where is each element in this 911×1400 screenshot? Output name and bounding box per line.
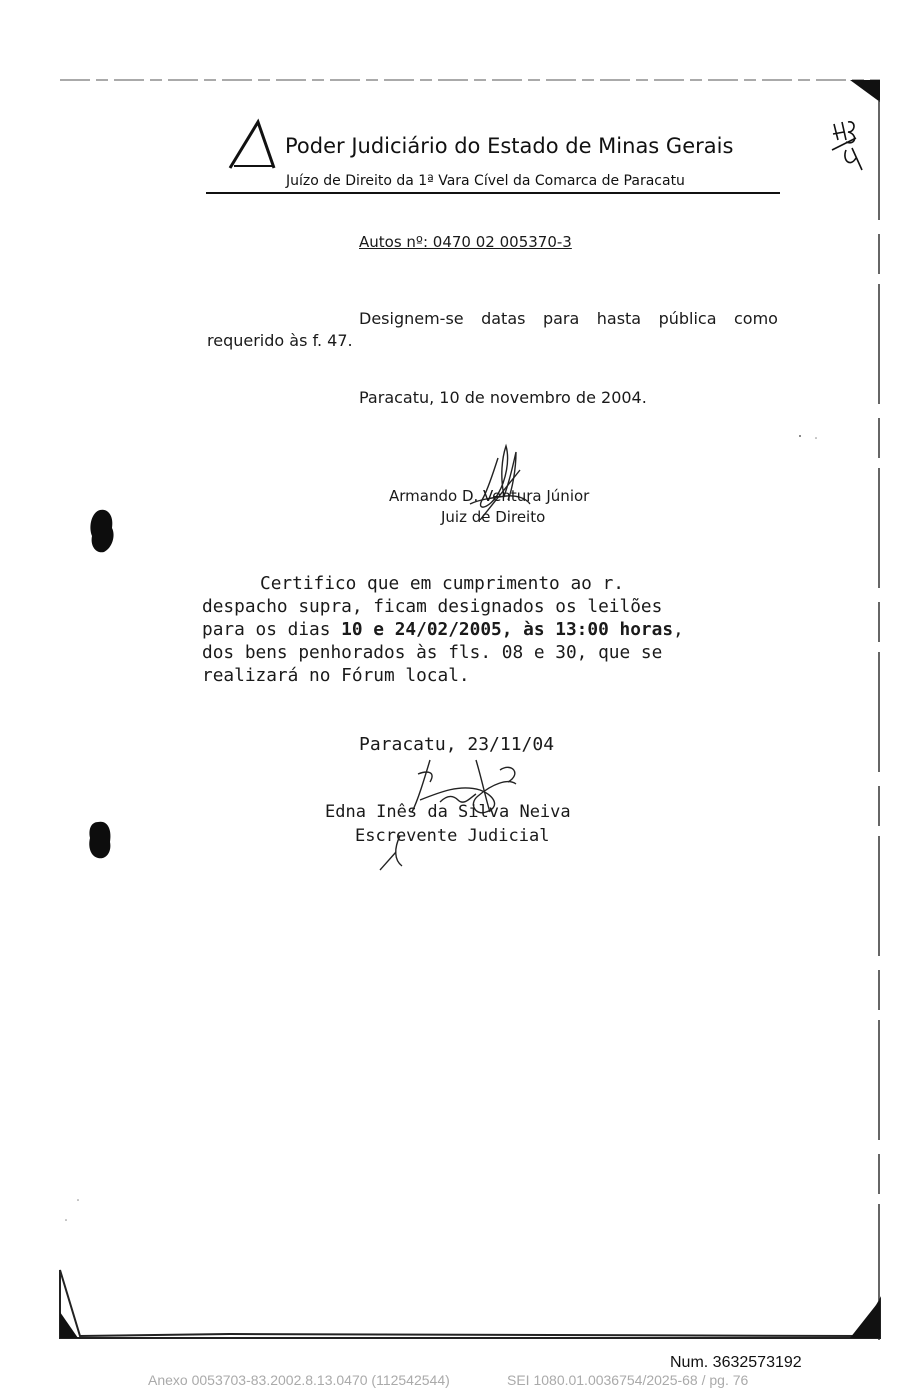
certificate-date: Paracatu, 23/11/04 [359, 734, 555, 755]
certificate-line: realizará no Fórum local. [202, 665, 470, 686]
order-line-1 [207, 308, 778, 329]
document-number: Num. 3632573192 [670, 1354, 802, 1371]
order-word: Designem-se [359, 309, 464, 328]
certificate-line: Certifico que em cumprimento ao r. [260, 573, 624, 594]
order-word: hasta [596, 309, 642, 328]
sei-reference: SEI 1080.01.0036754/2025-68 / pg. 76 [507, 1372, 749, 1388]
handwritten-page-number [832, 122, 862, 170]
certificate-line: dos bens penhorados às fls. 08 e 30, que se [202, 642, 663, 663]
court-logo-icon [230, 122, 274, 168]
order-word: para [542, 309, 580, 328]
certificate-text: para os dias [202, 619, 342, 640]
institution-title: Poder Judiciário do Estado de Minas Gerais [285, 134, 734, 158]
judge-title: Juiz de Direito [441, 508, 546, 526]
header-divider [206, 192, 780, 194]
annex-reference: Anexo 0053703-83.2002.8.13.0470 (112542544) [148, 1372, 450, 1388]
certificate-text: , [673, 619, 684, 640]
punch-hole-mark-bottom [89, 822, 110, 859]
order-date: Paracatu, 10 de novembro de 2004. [359, 388, 647, 407]
order-word: como [734, 309, 778, 328]
certificate-paragraph [202, 572, 732, 687]
clerk-name: Edna Inês da Silva Neiva [325, 802, 571, 822]
auction-dates: 10 e 24/02/2005, às 13:00 horas [341, 619, 674, 640]
punch-hole-mark-top [90, 510, 113, 553]
order-word: datas [481, 309, 526, 328]
order-line-2: requerido às f. 47. [207, 331, 353, 350]
judge-name: Armando D. Ventura Júnior [389, 487, 590, 505]
certificate-line: despacho supra, ficam designados os leilões [202, 596, 663, 617]
court-subtitle: Juízo de Direito da 1ª Vara Cível da Comarca de Paracatu [286, 173, 685, 189]
clerk-title: Escrevente Judicial [355, 826, 550, 846]
order-paragraph [207, 308, 778, 351]
order-word: pública [658, 309, 717, 328]
certificate-line [202, 618, 732, 641]
case-number: Autos nº: 0470 02 005370-3 [359, 233, 572, 251]
